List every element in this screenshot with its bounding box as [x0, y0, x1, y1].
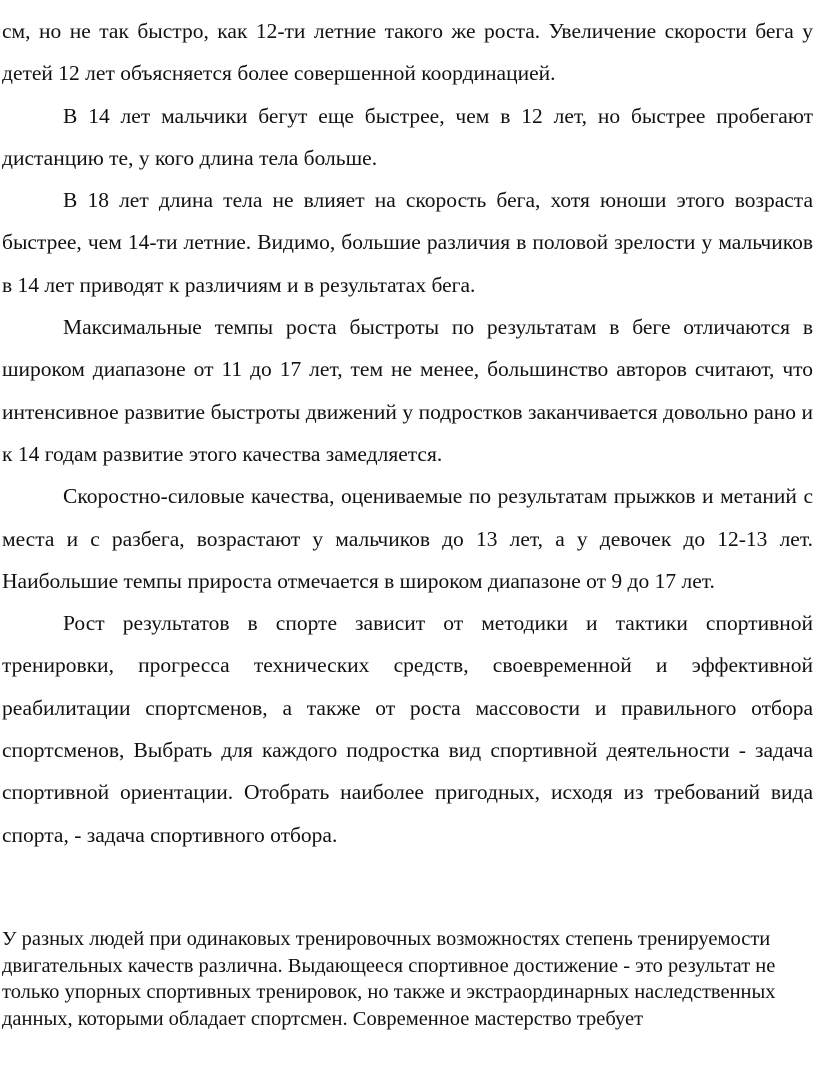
- paragraph-continued: см, но не так быстро, как 12-ти летние такого же роста. Увеличение скорости бега у детей 12 лет объясняется более совершенной координацией.: [2, 19, 813, 86]
- paragraph-speed-strength: Скоростно-силовые качества, оцениваемые по результатам прыжков и метаний с места и с разбега, возрастают у мальчиков до 13 лет, а у девочек до 12-13 лет. Наибольшие темпы прироста отмечается в широком диапазоне от 9 до 17 лет.: [2, 484, 813, 593]
- paragraph-max-speed-growth: Максимальные темпы роста быстроты по результатам в беге отличаются в широком диапазоне от 11 до 17 лет, тем не менее, большинство авторов считают, что интенсивное развитие быстроты движений у подростков заканчивается довольно рано и к 14 годам развитие этого качества замедляется.: [2, 315, 813, 466]
- paragraph-14-years: В 14 лет мальчики бегут еще быстрее, чем в 12 лет, но быстрее пробегают дистанцию те, у кого длина тела больше.: [2, 103, 813, 170]
- paragraph-18-years: В 18 лет длина тела не влияет на скорость бега, хотя юноши этого возраста быстрее, чем 14-ти летние. Видимо, большие различия в половой зрелости у мальчиков в 14 лет приводят к различиям и в результатах бега.: [2, 188, 813, 297]
- paragraph-sport-results: Рост результатов в спорте зависит от методики и тактики спортивной тренировки, прогресса технических средств, своевременной и эффективной реабилитации спортсменов, а также от роста массовости и правильного отбора спортсменов, Выбрать для каждого подростка вид спортивной деятельности - задача спортивной ориентации. Отобрать наиболее пригодных, исходя из требований вида спорта, - задача спортивного отбора.: [2, 611, 813, 847]
- paragraph-trainability: У разных людей при одинаковых тренировочных возможностях степень тренируемости двигательных качеств различна. Выдающееся спортивное достижение - это результат не только упорных спортивных тренировок, но также и экстраординарных наследственных данных, которыми обладает спортсмен. Современное мастерство требует: [2, 928, 776, 1030]
- document-body: [2, 10, 813, 856]
